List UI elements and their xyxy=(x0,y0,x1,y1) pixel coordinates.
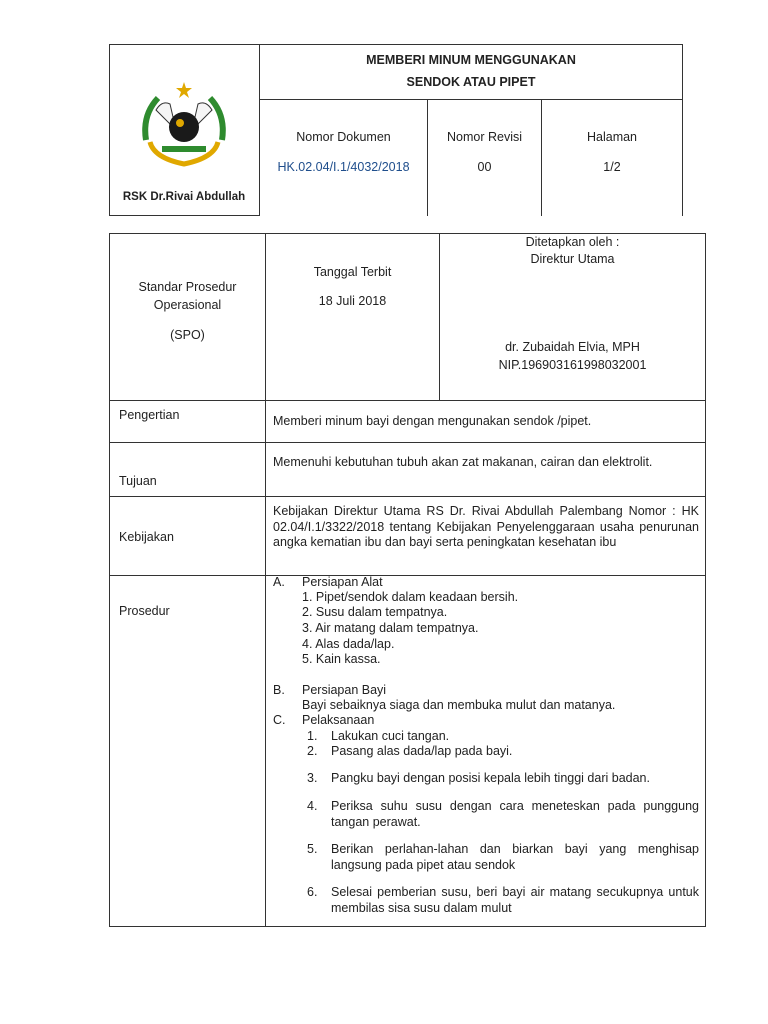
doc-number-label: Nomor Dokumen xyxy=(296,130,391,144)
step-text: Berikan perlahan-lahan dan biarkan bayi yang menghisap langsung pada pipet atau sendok xyxy=(331,842,699,872)
revision-label: Nomor Revisi xyxy=(446,130,522,144)
step-number: 2. xyxy=(307,744,318,758)
pengertian-text: Memberi minum bayi dengan mengunakan sendok /pipet. xyxy=(273,414,592,428)
revision-value: 00 xyxy=(477,160,492,174)
doc-number-value: HK.02.04/I.1/4032/2018 xyxy=(277,160,410,174)
step-text: Periksa suhu susu dengan cara meneteskan pada punggung tangan perawat. xyxy=(331,799,699,829)
kebijakan-label: Kebijakan xyxy=(119,530,174,544)
hospital-logo xyxy=(136,80,232,170)
spo-line2: Operasional xyxy=(153,298,222,312)
signer-name: dr. Zubaidah Elvia, MPH xyxy=(505,340,640,354)
approved-by-label: Ditetapkan oleh : xyxy=(525,235,620,249)
section-a-marker: A. xyxy=(273,575,285,589)
approved-by-title: Direktur Utama xyxy=(530,252,615,266)
spo-abbr: (SPO) xyxy=(170,328,205,342)
signer-nip: NIP.196903161998032001 xyxy=(498,358,647,372)
list-item: 3. Air matang dalam tempatnya. xyxy=(302,621,479,635)
section-c-title: Pelaksanaan xyxy=(302,713,375,727)
document-title-line1: MEMBERI MINUM MENGGUNAKAN xyxy=(366,53,576,67)
spo-line1: Standar Prosedur xyxy=(138,280,237,294)
list-item: 2. Susu dalam tempatnya. xyxy=(302,605,448,619)
issue-date-label: Tanggal Terbit xyxy=(313,265,392,279)
list-item: 5. Kain kassa. xyxy=(302,652,381,666)
kebijakan-text: Kebijakan Direktur Utama RS Dr. Rivai Abdullah Palembang Nomor : HK 02.04/I.1/3322/2018 tentang Kebijakan Penyelenggaraan usaha penurunan angka kematian ibu dan bayi serta peningkatan kesehatan ibu xyxy=(273,504,699,549)
section-b-title: Persiapan Bayi xyxy=(302,683,387,697)
section-b-text: Bayi sebaiknya siaga dan membuka mulut dan matanya. xyxy=(302,698,616,712)
prosedur-label: Prosedur xyxy=(119,604,170,618)
document-title-line2: SENDOK ATAU PIPET xyxy=(406,75,536,89)
step-number: 4. xyxy=(307,799,318,813)
tujuan-text: Memenuhi kebutuhan tubuh akan zat makanan, cairan dan elektrolit. xyxy=(273,455,653,469)
step-text: Lakukan cuci tangan. xyxy=(331,729,450,743)
section-b-marker: B. xyxy=(273,683,285,697)
hospital-name: RSK Dr.Rivai Abdullah xyxy=(122,191,246,203)
tujuan-label: Tujuan xyxy=(119,474,157,488)
step-text: Selesai pemberian susu, beri bayi air matang secukupnya untuk membilas sisa susu dalam mulut xyxy=(331,885,699,915)
list-item: 4. Alas dada/lap. xyxy=(302,637,395,651)
step-text: Pangku bayi dengan posisi kepala lebih tinggi dari badan. xyxy=(331,771,650,785)
step-number: 3. xyxy=(307,771,318,785)
section-a-title: Persiapan Alat xyxy=(302,575,383,589)
step-number: 6. xyxy=(307,885,318,899)
step-number: 1. xyxy=(307,729,318,743)
section-c-marker: C. xyxy=(273,713,286,727)
pengertian-label: Pengertian xyxy=(119,408,180,422)
page-label: Halaman xyxy=(586,130,638,144)
step-text: Pasang alas dada/lap pada bayi. xyxy=(331,744,513,758)
issue-date: 18 Juli 2018 xyxy=(318,294,387,308)
page-value: 1/2 xyxy=(603,160,621,174)
step-number: 5. xyxy=(307,842,318,856)
list-item: 1. Pipet/sendok dalam keadaan bersih. xyxy=(302,590,519,604)
